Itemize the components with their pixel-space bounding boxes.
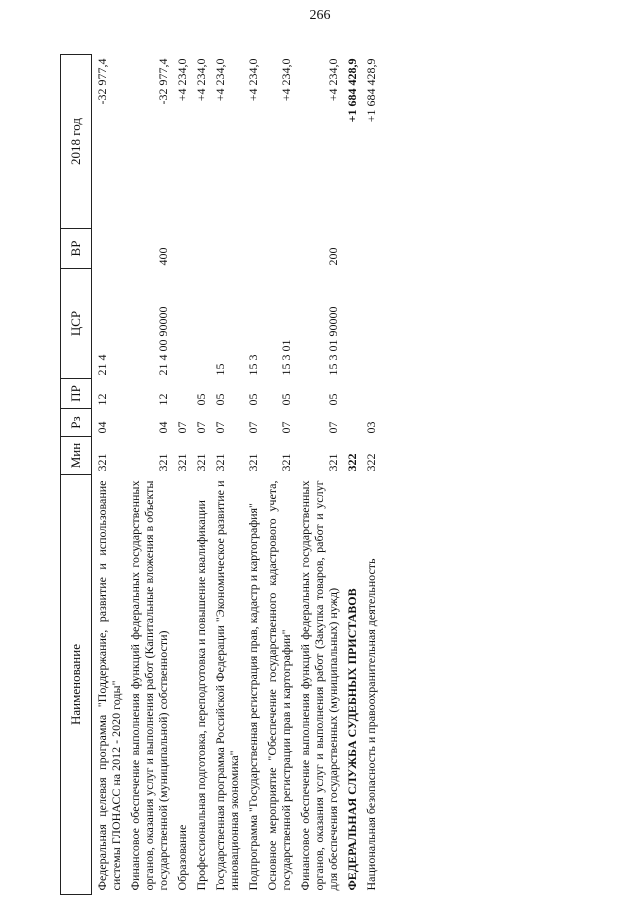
row-vr [262,228,295,268]
row-pr [172,378,191,408]
row-min: 322 [364,453,378,471]
row-name: Основное мероприятие "Обеспечение государственного кадастрового учета, государственной регистрации прав и картографии" [265,480,293,890]
table-row [191,54,210,894]
row-csr: 15 3 01 [279,339,293,375]
budget-table-container [60,55,584,895]
row-vr [172,228,191,268]
row-value: +4 234,0 [279,58,293,101]
row-value: -32 977,4 [156,58,170,104]
row-csr [172,268,191,378]
row-vr: 200 [326,247,340,265]
table-row [295,54,342,894]
row-vr [210,228,243,268]
row-pr: 05 [213,393,227,405]
row-name: Федеральная целевая программа "Поддержание, развитие и использование системы ГЛОНАСС на 2012 - 2020 годы" [95,480,123,890]
row-csr [342,268,361,378]
row-rz: 07 [194,421,208,433]
row-min: 321 [175,453,189,471]
row-vr [361,228,380,268]
row-value: -32 977,4 [95,58,109,104]
table-row [361,54,380,894]
row-name: Государственная программа Российской Федерации "Экономическое развитие и инновационная экономика" [213,480,241,890]
row-name: Национальная безопасность и правоохранительная деятельность [364,557,378,890]
row-pr: 05 [246,393,260,405]
row-vr [191,228,210,268]
row-rz: 07 [326,421,340,433]
row-name: Финансовое обеспечение выполнения функций федеральных государственных органов, оказания услуг и выполнения работ (Капитальные вложения в объекты государственной (муниципальной) собственности) [128,480,170,890]
row-csr: 15 3 [246,354,260,375]
row-vr [342,228,361,268]
row-rz [342,408,361,436]
row-value: +1 684 428,9 [345,58,359,122]
header-pr: ПР [61,378,92,408]
table-row [172,54,191,894]
row-name: Профессиональная подготовка, переподготовка и повышение квалификации [194,499,208,890]
page-number: 266 [309,8,331,23]
row-rz: 04 [156,421,170,433]
row-min: 321 [194,453,208,471]
row-name: ФЕДЕРАЛЬНАЯ СЛУЖБА СУДЕБНЫХ ПРИСТАВОВ [345,587,359,890]
header-name: Наименование [61,474,92,894]
table-header-row [61,54,92,894]
row-pr: 12 [95,393,109,405]
row-min: 321 [156,453,170,471]
row-pr: 05 [326,393,340,405]
row-rz: 07 [213,421,227,433]
table-row [210,54,243,894]
row-rz: 03 [364,421,378,433]
row-rz: 04 [95,421,109,433]
row-min: 321 [279,453,293,471]
row-pr: 05 [279,393,293,405]
header-vr: ВР [61,228,92,268]
row-csr [361,268,380,378]
header-year: 2018 год [61,54,92,228]
row-name: Подпрограмма "Государственная регистрация прав, кадастр и картография" [246,502,260,890]
row-min: 321 [95,453,109,471]
row-name: Образование [175,824,189,890]
table-row [125,54,172,894]
row-pr: 12 [156,393,170,405]
row-value: +4 234,0 [326,58,340,101]
row-name: Финансовое обеспечение выполнения функций федеральных государственных органов, оказания услуг и выполнения работ (Закупка товаров, работ и услуг для обеспечения государственных (муниципальных) нужд) [298,480,340,890]
table-row [92,54,126,894]
row-value: +4 234,0 [213,58,227,101]
row-value: +1 684 428,9 [364,58,378,122]
row-csr: 15 [213,363,227,375]
row-csr: 21 4 00 90000 [156,306,170,375]
row-csr: 15 3 01 90000 [326,306,340,375]
row-min: 321 [213,453,227,471]
row-vr [243,228,262,268]
row-value: +4 234,0 [194,58,208,101]
table-row-department [342,54,361,894]
row-vr: 400 [156,247,170,265]
table-row [262,54,295,894]
header-csr: ЦСР [61,268,92,378]
row-pr: 05 [194,393,208,405]
table-row [243,54,262,894]
row-rz: 07 [175,421,189,433]
header-rz: Рз [61,408,92,436]
row-rz: 07 [246,421,260,433]
row-value: +4 234,0 [175,58,189,101]
row-min: 321 [246,453,260,471]
row-pr [361,378,380,408]
budget-table [60,54,380,895]
header-min: Мин [61,436,92,474]
row-pr [342,378,361,408]
row-rz: 07 [279,421,293,433]
row-value: +4 234,0 [246,58,260,101]
row-min: 321 [326,453,340,471]
row-csr [191,268,210,378]
row-vr [92,228,126,268]
row-csr: 21 4 [95,354,109,375]
row-min: 322 [345,453,359,471]
